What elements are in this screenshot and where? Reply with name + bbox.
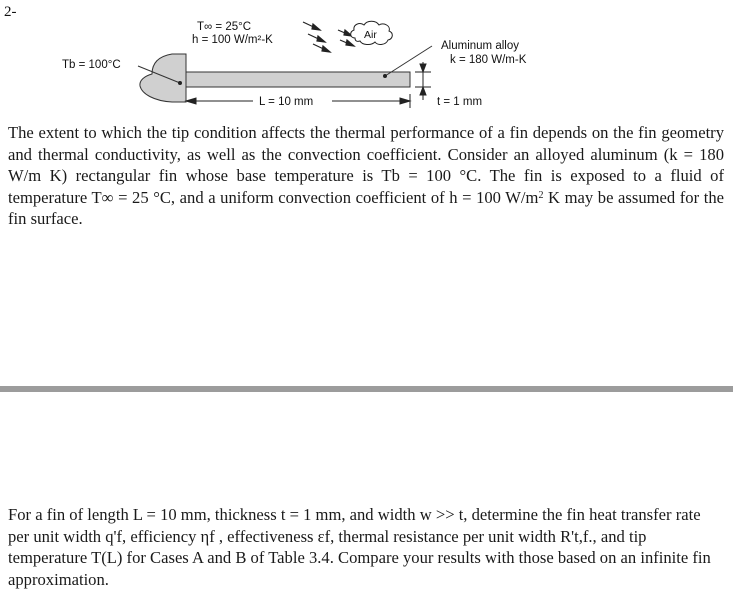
length-label: L = 10 mm xyxy=(259,96,314,108)
fin-body xyxy=(186,72,410,87)
paragraph1-text: The extent to which the tip condition affects the thermal performance of a fin depends on the fin geometry and thermal conductivity, as well as the convection coefficient. Consider an alloyed aluminum (k = 180 W/m K) rectangular fin whose base temperature is Tb = 100 °C. The fin is exposed to a fluid of temperature T∞ = 25 °C, and a uniform convection coefficient of h = 100 W/m xyxy=(8,123,724,207)
paragraph1-text-end: K may be assumed for the fin surface. xyxy=(8,187,724,228)
h-label: h = 100 W/m²-K xyxy=(192,34,273,46)
fin-base-wall xyxy=(140,54,186,102)
question-paragraph: For a fin of length L = 10 mm, thickness t = 1 mm, and width w >> t, determine the fin heat transfer rate per unit width q'f, efficiency ηf , effectiveness εf, thermal resistance per unit width R't,f., and tip temperature T(L) for Cases A and B of Table 3.4. Compare your results with those based on an infinite fin approximation. xyxy=(8,505,711,589)
fin-figure xyxy=(0,0,733,120)
problem-number: 2- xyxy=(4,4,17,20)
thickness-dimension xyxy=(415,62,431,100)
t-inf-label: T∞ = 25°C xyxy=(197,21,252,33)
thickness-label: t = 1 mm xyxy=(437,96,483,108)
paragraph1-superscript: 2 xyxy=(538,189,544,201)
tip-point xyxy=(383,74,387,78)
section-divider xyxy=(0,386,733,392)
tb-point xyxy=(178,81,182,85)
tb-label: Tb = 100°C xyxy=(62,59,121,71)
material-label: Aluminum alloy xyxy=(441,40,519,52)
air-label: Air xyxy=(364,29,377,41)
problem-description-paragraph xyxy=(8,122,724,230)
airflow-arrows xyxy=(303,22,354,52)
k-label: k = 180 W/m-K xyxy=(450,54,527,66)
